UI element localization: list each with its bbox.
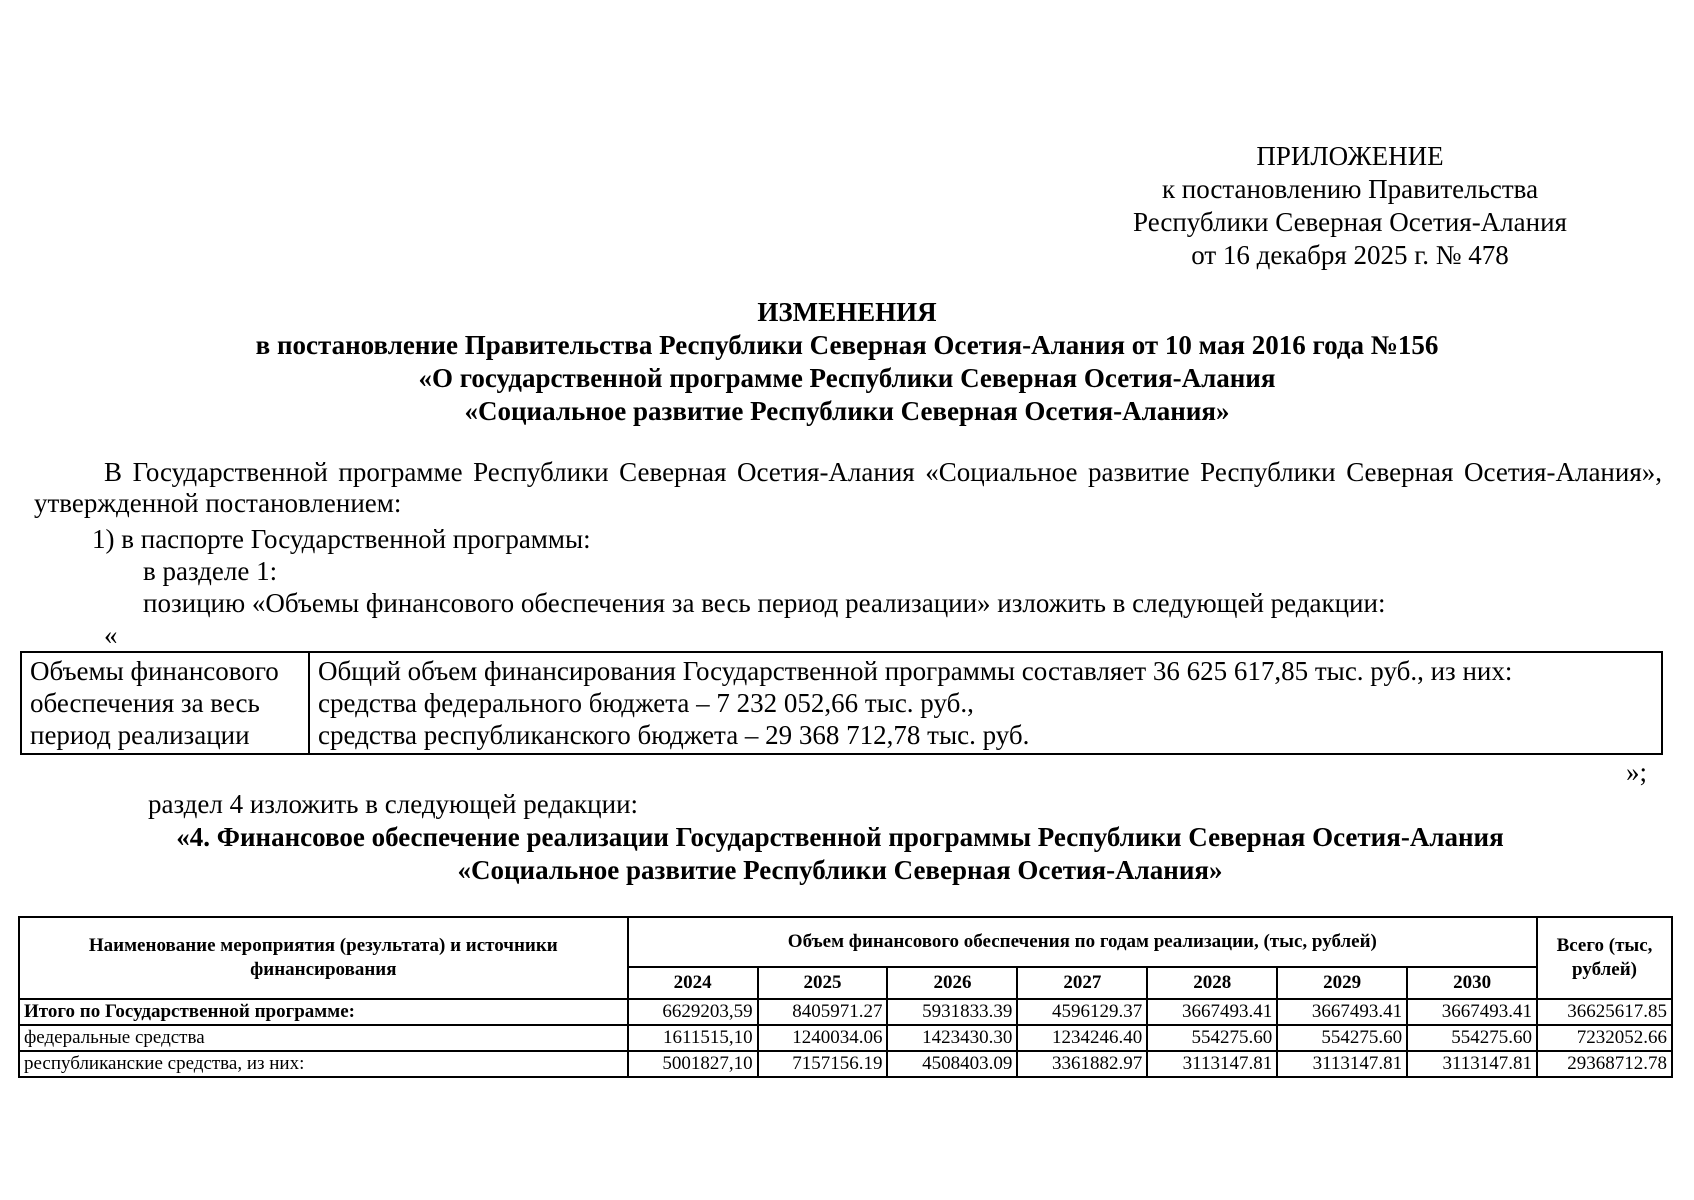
value-cell: 554275.60 (1277, 1025, 1407, 1051)
passport-label-cell (21, 652, 309, 754)
value-cell: 3113147.81 (1407, 1051, 1537, 1077)
passport-value-line: средства федерального бюджета – 7 232 052,66 тыс. руб., (318, 688, 974, 718)
value-cell: 3113147.81 (1277, 1051, 1407, 1077)
value-cell: 5931833.39 (887, 999, 1017, 1025)
value-cell: 554275.60 (1407, 1025, 1537, 1051)
total-column-header: Всего (тыс, рублей) (1537, 917, 1672, 999)
passport-label-line: обеспечения за весь (30, 688, 260, 718)
row-name-cell: Итого по Государственной программе: (19, 999, 628, 1025)
header-row (19, 917, 1672, 967)
position-text: позицию «Объемы финансового обеспечения за весь период реализации» изложить в следующей редакции: (143, 588, 1386, 618)
year-header: 2029 (1277, 967, 1407, 999)
close-quote: »; (1626, 757, 1648, 787)
row-total-cell: 36625617.85 (1537, 999, 1672, 1025)
value-cell: 6629203,59 (628, 999, 758, 1025)
section-4-label: раздел 4 изложить в следующей редакции: (148, 789, 639, 819)
value-cell: 3361882.97 (1017, 1051, 1147, 1077)
year-header: 2028 (1147, 967, 1277, 999)
row-name-cell: федеральные средства (19, 1025, 628, 1051)
name-column-header: Наименование мероприятия (результата) и источники финансирования (19, 917, 628, 999)
annex-date: от 16 декабря 2025 г. № 478 (1191, 240, 1509, 270)
value-cell: 1240034.06 (758, 1025, 888, 1051)
item-1: 1) в паспорте Государственной программы: (92, 524, 591, 554)
year-header: 2026 (887, 967, 1017, 999)
value-cell: 3667493.41 (1147, 999, 1277, 1025)
passport-label-line: период реализации (30, 720, 250, 750)
row-total-cell: 7232052.66 (1537, 1025, 1672, 1051)
value-cell: 4508403.09 (887, 1051, 1017, 1077)
annex-title: ПРИЛОЖЕНИЕ (1256, 141, 1444, 171)
passport-value-cell (309, 652, 1662, 754)
value-cell: 8405971.27 (758, 999, 888, 1025)
value-cell: 3667493.41 (1277, 999, 1407, 1025)
table-row (19, 999, 1672, 1025)
year-header: 2027 (1017, 967, 1147, 999)
year-header: 2025 (758, 967, 888, 999)
annex-line-3: Республики Северная Осетия-Алания (1133, 207, 1567, 237)
row-name-cell: республиканские средства, из них: (19, 1051, 628, 1077)
doc-subtitle-3: «Социальное развитие Республики Северная Осетия-Алания» (464, 396, 1230, 426)
year-header: 2030 (1407, 967, 1537, 999)
value-cell: 1234246.40 (1017, 1025, 1147, 1051)
value-cell: 4596129.37 (1017, 999, 1147, 1025)
finance-table-body (19, 999, 1672, 1077)
doc-title: ИЗМЕНЕНИЯ (757, 297, 937, 327)
value-cell: 7157156.19 (758, 1051, 888, 1077)
value-cell: 5001827,10 (628, 1051, 758, 1077)
passport-value-line: средства республиканского бюджета – 29 368 712,78 тыс. руб. (318, 720, 1030, 750)
value-cell: 3667493.41 (1407, 999, 1537, 1025)
open-quote: « (104, 620, 118, 650)
annex-line-2: к постановлению Правительства (1161, 174, 1539, 204)
intro-paragraph: В Государственной программе Республики Северная Осетия-Алания «Социальное развитие Республики Северная Осетия-Алания», утвержденной постановлением: (34, 457, 1662, 518)
annex-block (1080, 140, 1620, 272)
doc-subtitle-2: «О государственной программе Республики Северная Осетия-Алания (418, 363, 1276, 393)
doc-subtitle-1: в постановление Правительства Республики Северная Осетия-Алания от 10 мая 2016 года №156 (255, 330, 1439, 360)
passport-value-line: Общий объем финансирования Государственной программы составляет 36 625 617,85 тыс. руб., из них: (318, 656, 1513, 686)
volume-column-header: Объем финансового обеспечения по годам реализации, (тыс, рублей) (628, 917, 1537, 967)
passport-table (20, 651, 1663, 755)
value-cell: 3113147.81 (1147, 1051, 1277, 1077)
passport-label-line: Объемы финансового (30, 656, 279, 686)
table-row (19, 1025, 1672, 1051)
passport-row (21, 652, 1662, 754)
section-4-heading-1: «4. Финансовое обеспечение реализации Государственной программы Республики Северная Осетия-Алания (176, 822, 1504, 852)
section-4-heading-2: «Социальное развитие Республики Северная Осетия-Алания» (457, 855, 1223, 885)
finance-table (18, 916, 1673, 1078)
year-header: 2024 (628, 967, 758, 999)
row-total-cell: 29368712.78 (1537, 1051, 1672, 1077)
value-cell: 554275.60 (1147, 1025, 1277, 1051)
section-1-label: в разделе 1: (143, 556, 278, 586)
value-cell: 1611515,10 (628, 1025, 758, 1051)
value-cell: 1423430.30 (887, 1025, 1017, 1051)
table-row (19, 1051, 1672, 1077)
